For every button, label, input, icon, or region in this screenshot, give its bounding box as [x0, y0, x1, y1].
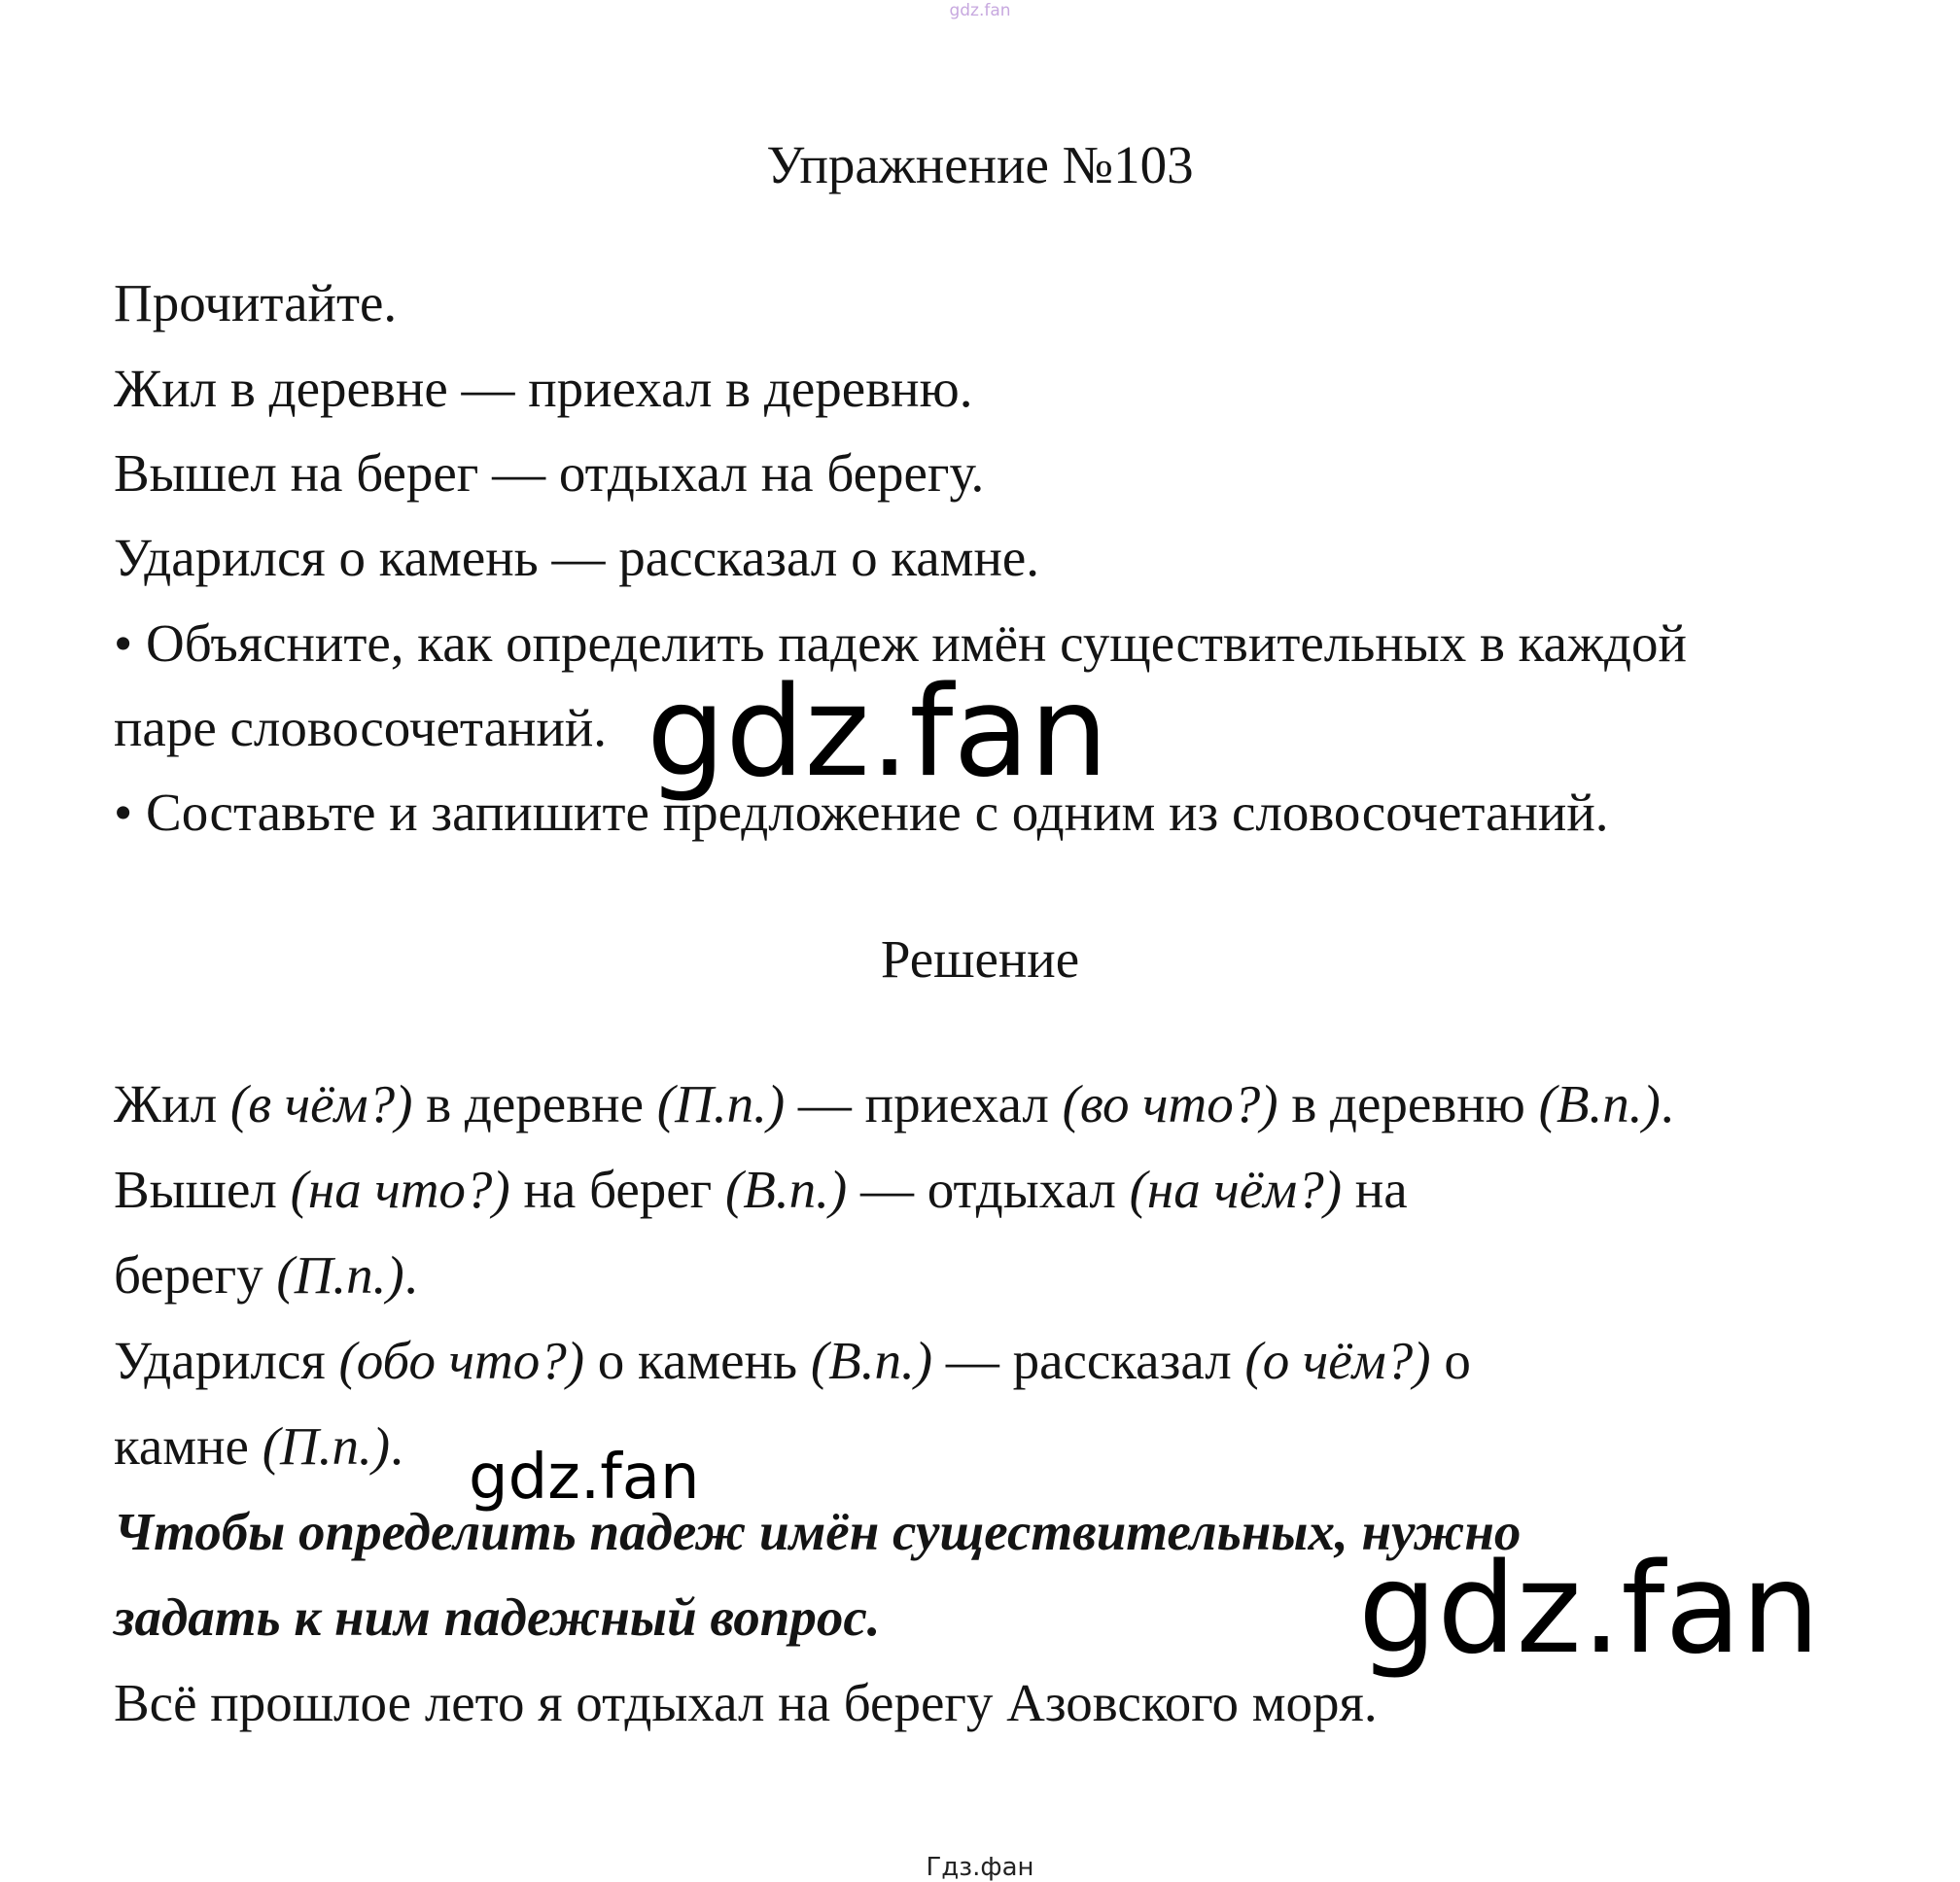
- rule-line-2: задать к ним падежный вопрос.: [114, 1587, 881, 1647]
- solution-heading: Решение: [880, 929, 1080, 989]
- task-bullet-2: • Составьте и запишите предложение с одним из словосочетаний.: [114, 783, 1609, 842]
- top-watermark: gdz.fan: [949, 1, 1011, 20]
- solution-line-4: Ударился (обо что?) о камень (В.п.) — рассказал (о чём?) о: [114, 1331, 1471, 1390]
- rule-line-1: Чтобы определить падеж имён существительных, нужно: [114, 1502, 1522, 1561]
- watermark-small: gdz.fan: [469, 1442, 700, 1514]
- watermark-large: gdz.fan: [647, 660, 1108, 805]
- task-pair-1: Жил в деревне — приехал в деревню.: [114, 359, 973, 418]
- footer-text: Гдз.фан: [926, 1853, 1034, 1882]
- solution-line-1: Жил (в чём?) в деревне (П.п.) — приехал (во что?) в деревню (В.п.).: [114, 1074, 1674, 1133]
- solution-line-2: Вышел (на что?) на берег (В.п.) — отдыхал (на чём?) на: [114, 1160, 1408, 1219]
- page-title: Упражнение №103: [766, 135, 1194, 194]
- task-intro: Прочитайте.: [114, 273, 398, 332]
- task-pair-2: Вышел на берег — отдыхал на берегу.: [114, 443, 985, 503]
- solution-line-5: камне (П.п.).: [114, 1416, 403, 1476]
- example-sentence: Всё прошлое лето я отдыхал на берегу Азовского моря.: [114, 1673, 1378, 1732]
- solution-line-3: берегу (П.п.).: [114, 1245, 418, 1305]
- task-pair-3: Ударился о камень — рассказал о камне.: [114, 528, 1040, 587]
- task-bullet-1-line-1: • Объясните, как определить падеж имён существительных в каждой: [114, 613, 1687, 673]
- task-bullet-1-line-2: паре словосочетаний.: [114, 698, 608, 757]
- watermark-right: gdz.fan: [1358, 1537, 1820, 1682]
